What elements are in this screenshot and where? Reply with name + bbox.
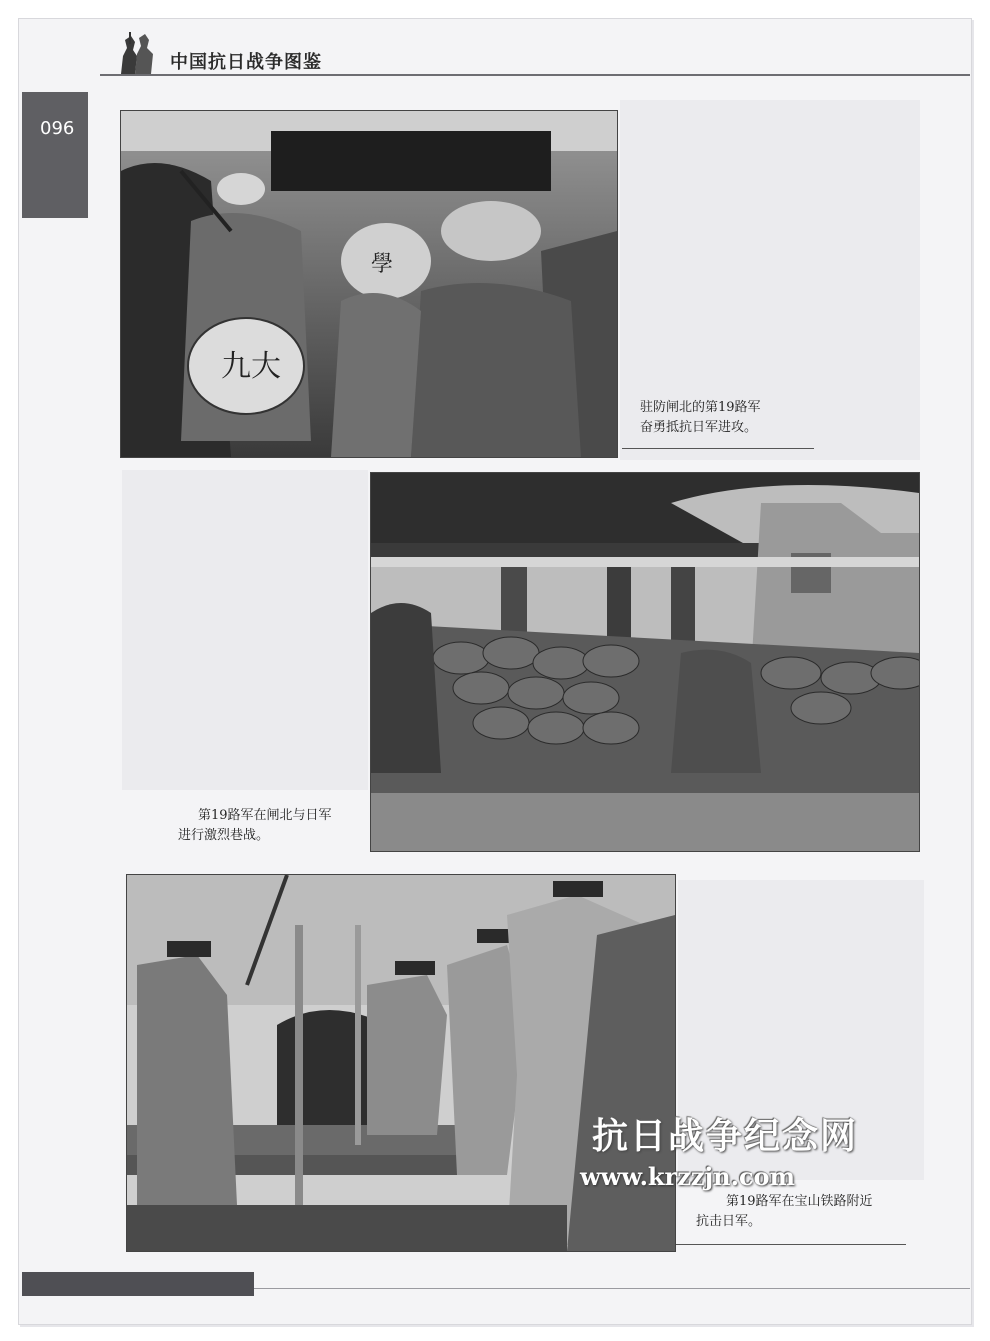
page-number: 096 bbox=[40, 118, 75, 139]
caption-rule bbox=[622, 448, 814, 449]
faded-header-text bbox=[420, 50, 432, 67]
caption-line: 驻防闸北的第19路军 bbox=[640, 400, 761, 415]
book-title: 中国抗日战争图鉴 bbox=[170, 52, 322, 73]
caption-rule bbox=[676, 1244, 906, 1245]
footer-rule bbox=[254, 1288, 970, 1289]
photo-caption bbox=[696, 1192, 873, 1232]
photo-caption bbox=[640, 398, 761, 438]
photo-railway-trench bbox=[126, 874, 676, 1252]
watermark-title: 抗日战争纪念网 bbox=[592, 1115, 859, 1157]
page-tab bbox=[22, 92, 88, 218]
svg-text:九大: 九大 bbox=[221, 349, 281, 384]
header-rule bbox=[100, 74, 970, 76]
photo-street-battle bbox=[370, 472, 920, 852]
photo-caption bbox=[178, 806, 332, 846]
caption-line: 第19路军在闸北与日军 bbox=[198, 808, 332, 823]
caption-line: 第19路军在宝山铁路附近 bbox=[726, 1194, 873, 1209]
svg-text:學: 學 bbox=[371, 252, 394, 277]
faded-background-block bbox=[122, 470, 368, 790]
footer-bar bbox=[22, 1272, 254, 1296]
caption-line: 进行激烈巷战。 bbox=[178, 828, 270, 843]
caption-line: 抗击日军。 bbox=[696, 1214, 762, 1229]
soldiers-statue-icon bbox=[115, 30, 159, 74]
photo-trench-defense bbox=[120, 110, 618, 458]
watermark-url: www.krzzjn.com bbox=[580, 1162, 795, 1191]
caption-line: 奋勇抵抗日军进攻。 bbox=[640, 420, 758, 435]
